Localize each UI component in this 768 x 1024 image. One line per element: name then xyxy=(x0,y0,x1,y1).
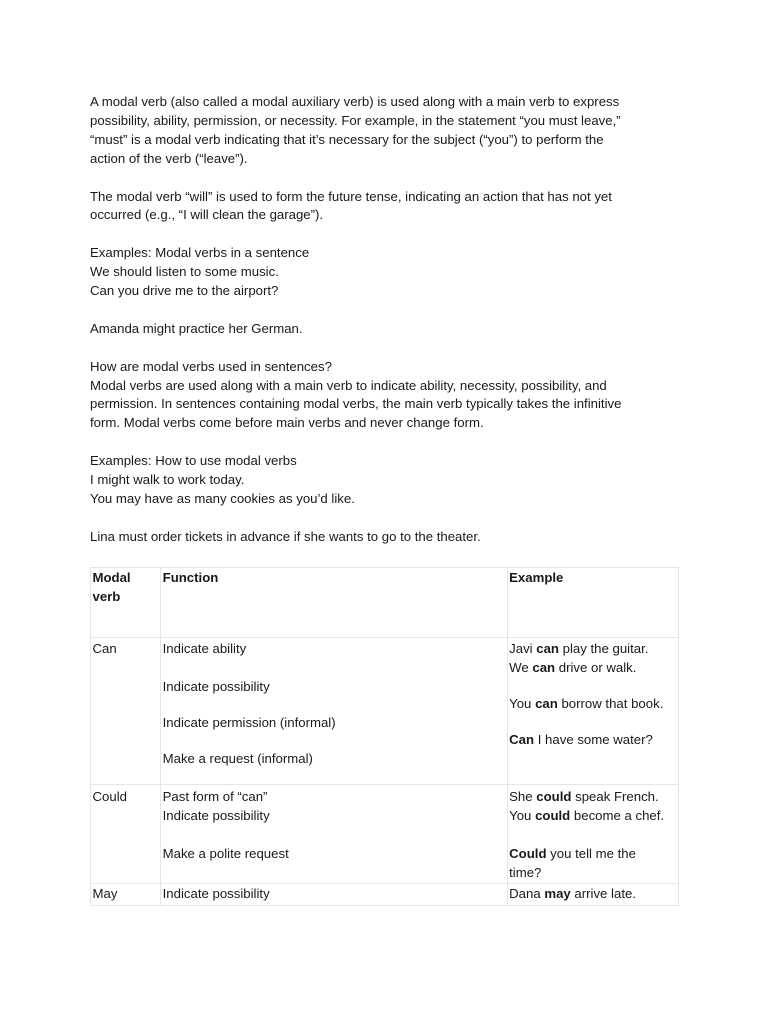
cell-function xyxy=(161,638,508,785)
example-text: Javi xyxy=(509,641,537,656)
header-text: Function xyxy=(162,570,219,585)
text-line: You may have as many cookies as you’d like. xyxy=(90,490,355,506)
example-keyword: could xyxy=(535,807,571,823)
example-text: We xyxy=(509,659,533,675)
example-text: become a chef. xyxy=(570,807,665,823)
cell-function xyxy=(161,883,508,905)
cell-example xyxy=(507,638,678,785)
text-line: permission. In sentences containing modal verbs, the main verb typically takes the infinitive xyxy=(90,396,622,412)
function-text: Indicate possibility xyxy=(162,885,270,901)
example-keyword: Can xyxy=(509,731,535,747)
example-text: play the guitar. xyxy=(559,641,649,656)
spacer xyxy=(509,714,678,731)
text-line: occurred (e.g., “I will clean the garage”). xyxy=(90,207,324,223)
text-line: We should listen to some music. xyxy=(90,264,279,280)
text-line: I might walk to work today. xyxy=(90,472,245,488)
example-text: You xyxy=(509,807,536,823)
example-line xyxy=(509,788,678,807)
spacer xyxy=(163,826,507,845)
document-body xyxy=(90,93,680,566)
text-line: A modal verb (also called a modal auxiliary verb) is used along with a main verb to express xyxy=(90,94,620,109)
spacer xyxy=(163,697,507,714)
example-line xyxy=(509,695,678,714)
function-text: Indicate possibility xyxy=(162,678,270,694)
text-line: Can you drive me to the airport? xyxy=(90,283,279,299)
example-text: You xyxy=(509,695,536,711)
verb-text: May xyxy=(92,885,118,901)
paragraph-how-used xyxy=(90,358,680,434)
spacer xyxy=(163,659,507,678)
paragraph-intro xyxy=(90,93,680,169)
text-line: Examples: Modal verbs in a sentence xyxy=(90,245,310,261)
text-line: Examples: How to use modal verbs xyxy=(90,453,297,469)
example-text: She xyxy=(509,789,537,804)
text-line: The modal verb “will” is used to form the future tense, indicating an action that has not yet xyxy=(90,188,612,204)
function-text: Indicate possibility xyxy=(162,807,270,823)
cell-example xyxy=(507,785,678,884)
text-line: action of the verb (“leave”). xyxy=(90,150,248,166)
header-text: Modal xyxy=(92,570,131,585)
cell-verb xyxy=(91,638,161,785)
verb-text: Could xyxy=(92,789,127,804)
text-line: form. Modal verbs come before main verbs and never change form. xyxy=(90,415,484,431)
spacer xyxy=(509,678,678,695)
header-text: verb xyxy=(92,588,121,604)
function-text: Make a polite request xyxy=(162,845,289,861)
example-keyword: can xyxy=(535,695,558,711)
cell-verb xyxy=(91,883,161,905)
example-keyword: can xyxy=(532,659,556,675)
paragraph-examples-sentence xyxy=(90,244,680,301)
text-line: Amanda might practice her German. xyxy=(90,320,303,336)
text-line: How are modal verbs used in sentences? xyxy=(90,358,332,374)
example-line xyxy=(509,640,678,659)
paragraph-future-tense xyxy=(90,188,680,226)
example-text: time? xyxy=(509,864,542,880)
verb-text: Can xyxy=(92,641,117,656)
text-line: possibility, ability, permission, or necessity. For example, in the statement “you must leave,” xyxy=(90,112,621,128)
example-text: drive or walk. xyxy=(555,659,637,675)
modal-verbs-table xyxy=(90,567,679,906)
function-text: Indicate ability xyxy=(162,641,247,656)
table-row xyxy=(91,883,679,905)
text-line: Modal verbs are used along with a main verb to indicate ability, necessity, possibility, and xyxy=(90,377,607,393)
header-text: Example xyxy=(509,570,564,585)
cell-function xyxy=(161,785,508,884)
cell-verb xyxy=(91,785,161,884)
table-row xyxy=(91,785,679,884)
example-text: I have some water? xyxy=(534,731,653,747)
example-text: arrive late. xyxy=(570,885,636,901)
paragraph-amanda xyxy=(90,320,680,339)
example-text: speak French. xyxy=(571,789,659,804)
example-text: borrow that book. xyxy=(557,695,664,711)
example-text: Dana xyxy=(509,885,545,901)
header-example xyxy=(507,568,678,638)
header-function xyxy=(161,568,508,638)
text-line: “must” is a modal verb indicating that it’s necessary for the subject (“you”) to perform the xyxy=(90,131,604,147)
spacer xyxy=(509,826,678,845)
example-line xyxy=(509,731,678,750)
example-line xyxy=(509,885,678,904)
example-line xyxy=(509,864,678,883)
example-line xyxy=(509,845,678,864)
function-text: Indicate permission (informal) xyxy=(162,714,336,730)
example-keyword: Could xyxy=(509,845,547,861)
paragraph-lina xyxy=(90,528,680,547)
table-row xyxy=(91,638,679,785)
example-keyword: may xyxy=(544,885,571,901)
spacer xyxy=(163,733,507,750)
paragraph-examples-how xyxy=(90,452,680,509)
example-line xyxy=(509,807,678,826)
text-line: Lina must order tickets in advance if she wants to go to the theater. xyxy=(90,528,481,544)
function-text: Make a request (informal) xyxy=(162,750,313,766)
example-line xyxy=(509,659,678,678)
example-keyword: can xyxy=(536,641,559,656)
function-text: Past form of “can” xyxy=(162,789,268,804)
example-text: you tell me the xyxy=(546,845,636,861)
example-keyword: could xyxy=(536,789,572,804)
header-modal-verb xyxy=(91,568,161,638)
table-header-row xyxy=(91,568,679,638)
cell-example xyxy=(507,883,678,905)
